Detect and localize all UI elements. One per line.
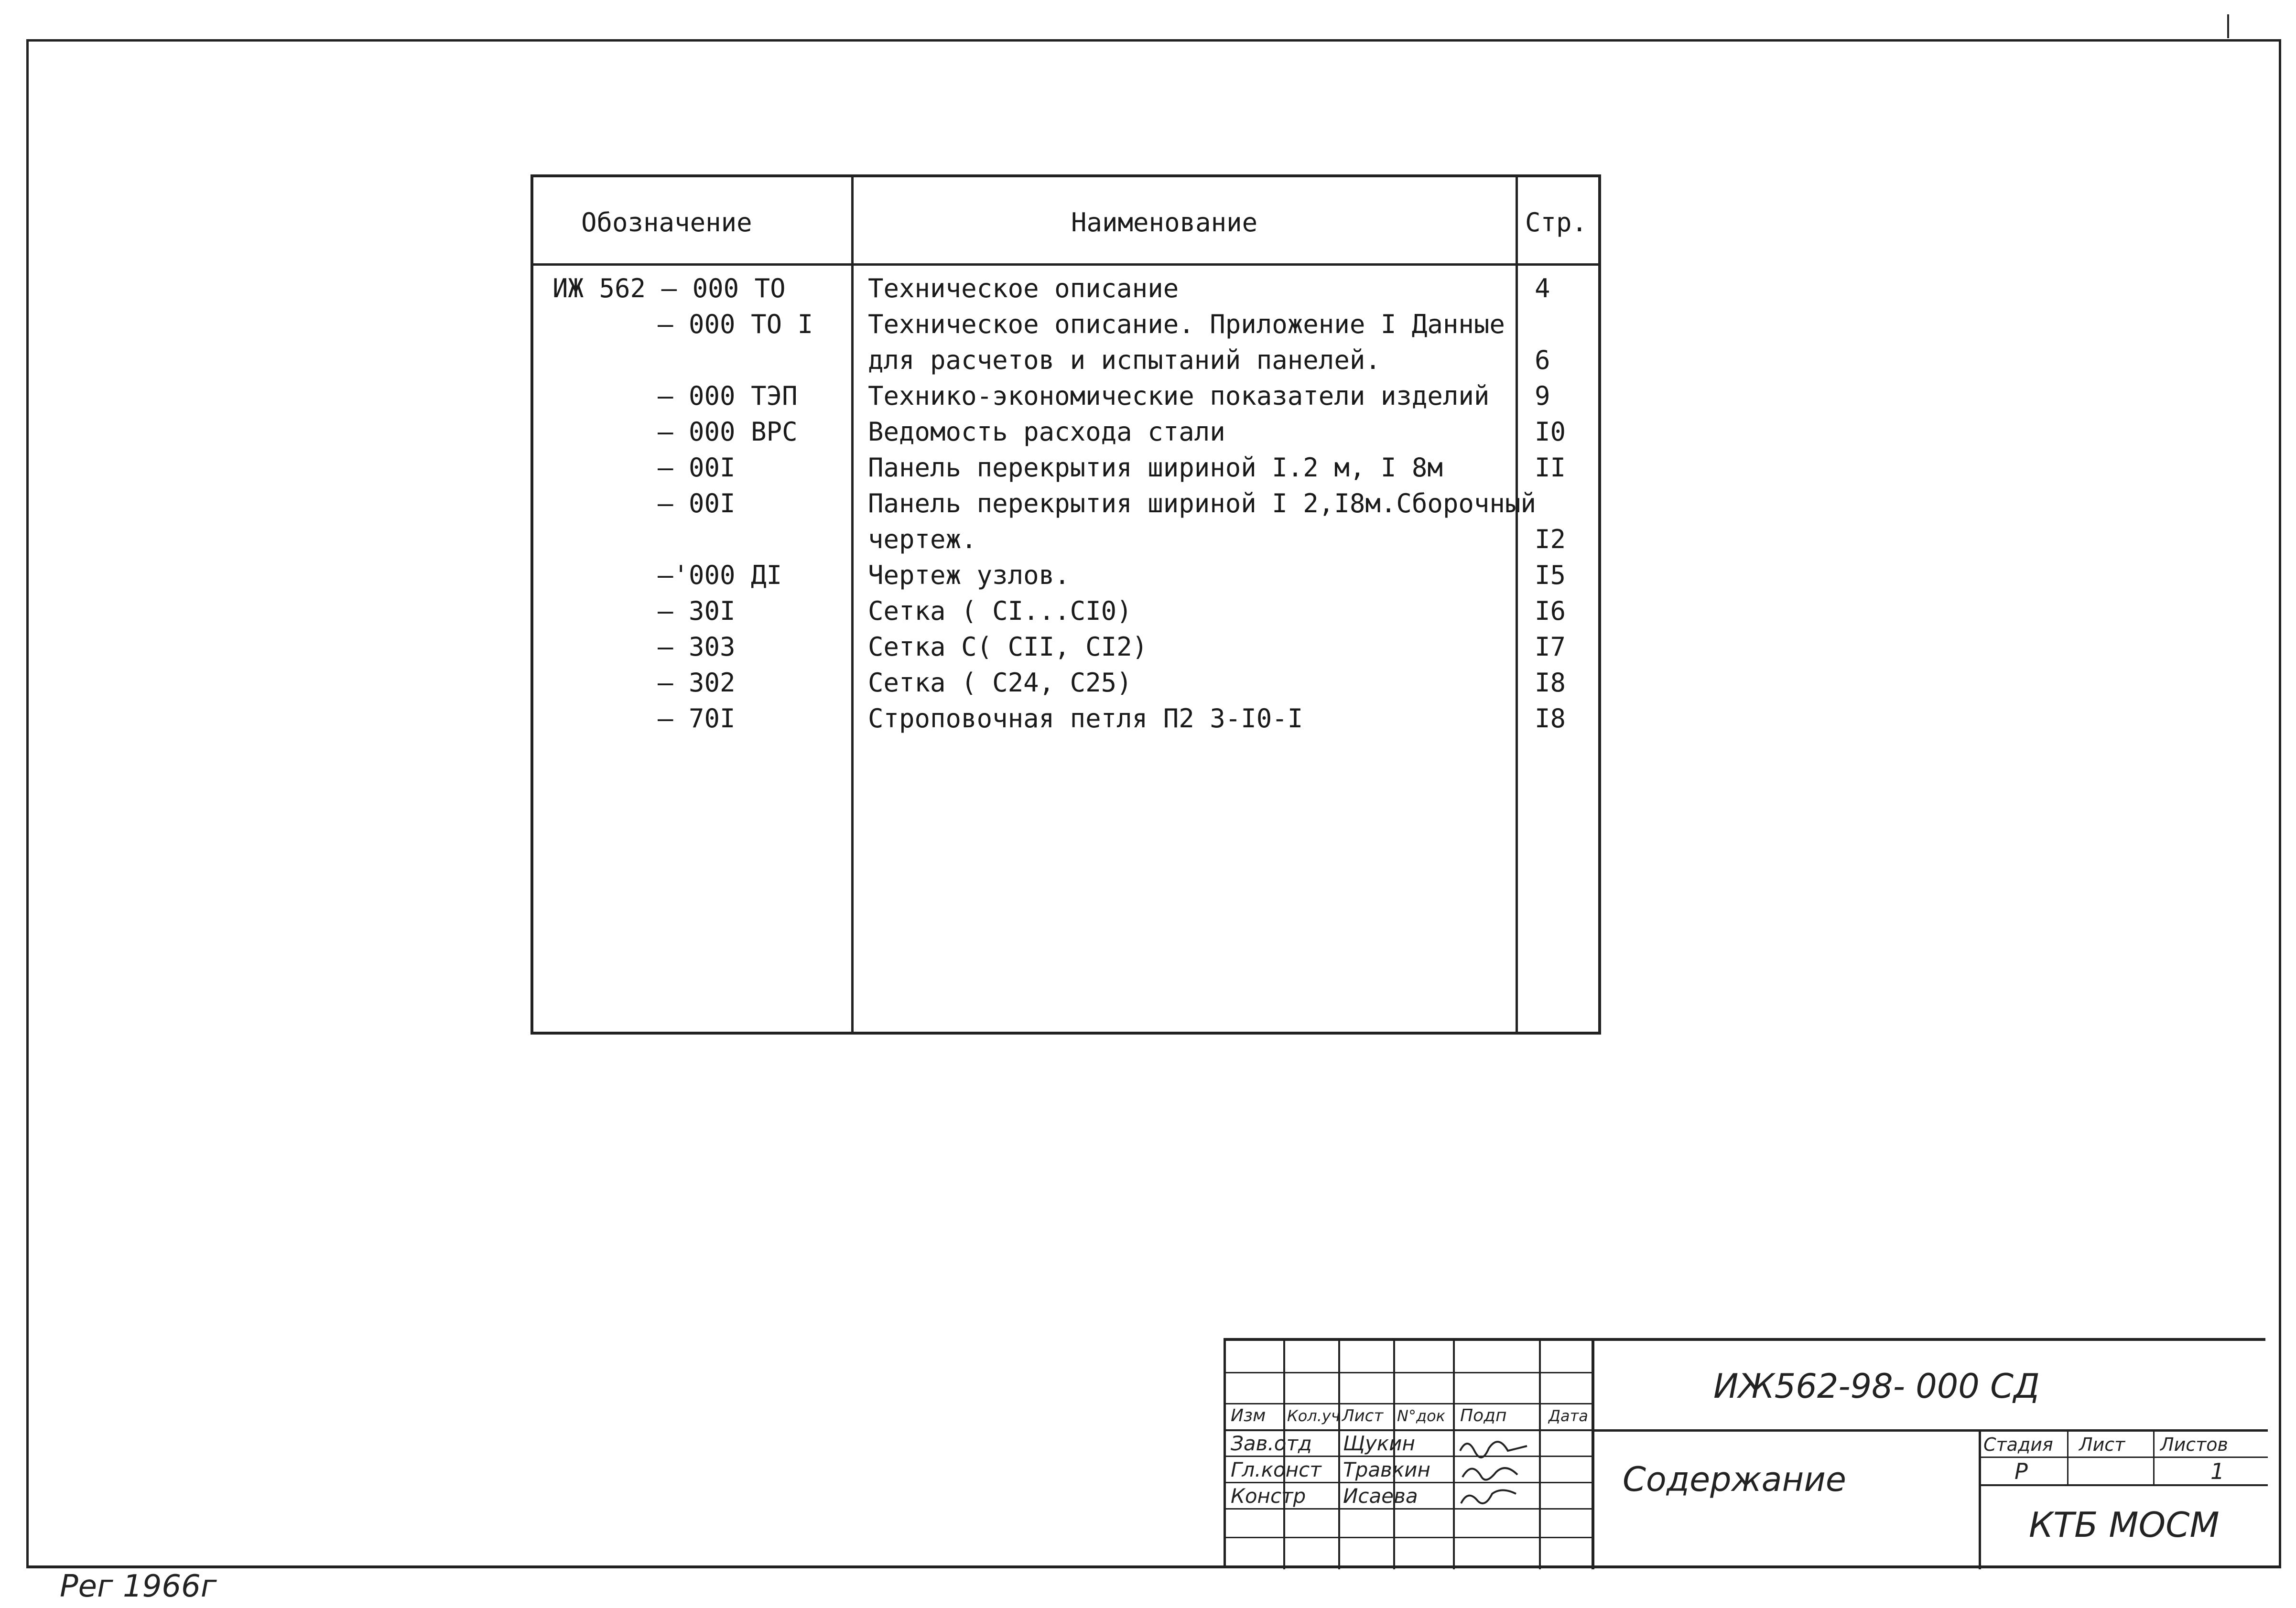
registration-note: Рег 1966г: [60, 1569, 217, 1604]
signer-role: Гл.конст: [1231, 1458, 1321, 1481]
row-code: –'000 ДI: [658, 560, 782, 590]
row-name: Сетка ( С24, С25): [868, 668, 1132, 698]
row-name: Ведомость расхода стали: [868, 417, 1225, 447]
row-code: – 000 ТЭП: [658, 381, 798, 411]
row-code: – 000 ТО I: [658, 309, 813, 339]
document-code: ИЖ562-98- 000 СД: [1713, 1367, 2040, 1406]
row-page: I7: [1535, 632, 1566, 662]
table-row: [533, 450, 1598, 486]
row-code: – 000 ВРС: [658, 417, 798, 447]
signer-name: Травкин: [1343, 1458, 1430, 1481]
col-header: Лист: [1342, 1406, 1384, 1425]
table-row: [533, 701, 1598, 736]
header-code: Обозначение: [581, 207, 752, 237]
header-page: Стр.: [1525, 207, 1588, 237]
table-row: [533, 521, 1598, 557]
row-page: I5: [1535, 560, 1566, 590]
sheets-value: 1: [2210, 1458, 2225, 1484]
row-page: I0: [1535, 417, 1566, 447]
row-name: чертеж.: [868, 524, 977, 554]
sheet-header: Лист: [2079, 1434, 2125, 1455]
table-row: [533, 378, 1598, 414]
table-row: [533, 306, 1598, 342]
row-page: 6: [1535, 345, 1550, 375]
signer-name: Исаева: [1343, 1484, 1418, 1508]
row-name: Сетка ( CI...CI0): [868, 596, 1132, 626]
document-title: Содержание: [1623, 1460, 1846, 1499]
header-divider: [533, 263, 1598, 266]
table-row: [533, 270, 1598, 306]
col-header: Дата: [1549, 1407, 1588, 1425]
table-row: [533, 665, 1598, 701]
row-page: 9: [1535, 381, 1550, 411]
row-page: 4: [1535, 273, 1550, 303]
row-code: – 302: [658, 668, 736, 698]
col-header: Подп: [1460, 1406, 1507, 1425]
signature-marks: [1455, 1432, 1541, 1513]
table-row: [533, 486, 1598, 521]
signer-name: Щукин: [1343, 1432, 1415, 1455]
row-page: I8: [1535, 703, 1566, 734]
row-page: II: [1535, 453, 1566, 483]
sheets-header: Листов: [2160, 1434, 2228, 1455]
row-code: – 303: [658, 632, 736, 662]
contents-table: [531, 174, 1601, 1035]
table-row: [533, 629, 1598, 665]
col-header: N°док: [1397, 1407, 1445, 1425]
signer-role: Констр: [1231, 1484, 1306, 1508]
table-row: [533, 414, 1598, 450]
row-code: ИЖ 562 – 000 ТО: [552, 273, 786, 303]
row-name: Техническое описание: [868, 273, 1179, 303]
stage-value: Р: [2014, 1458, 2028, 1484]
row-name: Строповочная петля П2 3-I0-I: [868, 703, 1303, 734]
row-name: Панель перекрытия шириной I.2 м, I 8м: [868, 453, 1443, 483]
row-page: I8: [1535, 668, 1566, 698]
organization: КТБ МОСМ: [2029, 1505, 2220, 1545]
row-name: Технико-экономические показатели изделий: [868, 381, 1490, 411]
row-name: Чертеж узлов.: [868, 560, 1070, 590]
row-page: I6: [1535, 596, 1566, 626]
stage-header: Стадия: [1983, 1434, 2053, 1455]
table-row: [533, 593, 1598, 629]
row-name: Панель перекрытия шириной I 2,I8м.Сборочный: [868, 488, 1536, 518]
row-name: для расчетов и испытаний панелей.: [868, 345, 1381, 375]
col-header: Кол.уч: [1287, 1407, 1340, 1425]
table-row: [533, 557, 1598, 593]
row-name: Сетка С( CII, CI2): [868, 632, 1148, 662]
title-block: [1224, 1338, 2265, 1566]
corner-tick: [2227, 14, 2229, 38]
header-name: Наименование: [1071, 207, 1258, 237]
signer-role: Зав.отд: [1231, 1432, 1312, 1455]
row-code: – 30I: [658, 596, 736, 626]
row-code: – 70I: [658, 703, 736, 734]
row-code: – 00I: [658, 488, 736, 518]
row-name: Техническое описание. Приложение I Данные: [868, 309, 1505, 339]
col-header: Изм: [1231, 1406, 1266, 1425]
table-row: [533, 342, 1598, 378]
row-page: I2: [1535, 524, 1566, 554]
row-code: – 00I: [658, 453, 736, 483]
